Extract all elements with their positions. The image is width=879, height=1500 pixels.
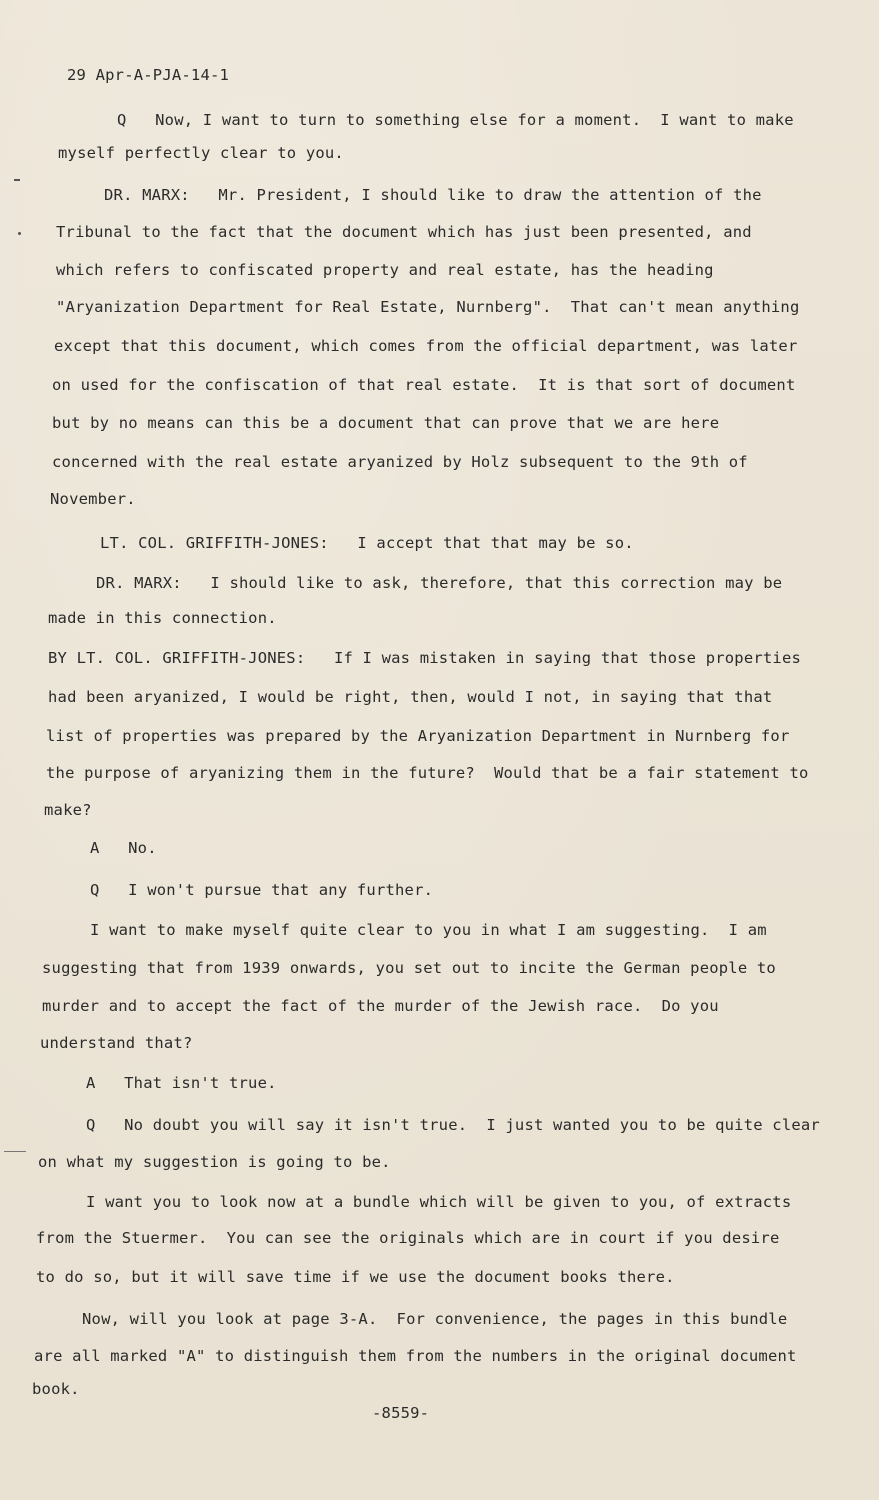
text-line: "Aryanization Department for Real Estate, Nurnberg". That can't mean anything — [56, 298, 800, 316]
text-line: to do so, but it will save time if we use the document books there. — [36, 1268, 675, 1286]
margin-mark — [4, 1151, 26, 1152]
text-line: on used for the confiscation of that real estate. It is that sort of document — [52, 376, 796, 394]
text-line: understand that? — [40, 1034, 193, 1052]
text-line: Q Now, I want to turn to something else for a moment. I want to make — [117, 111, 794, 129]
text-line: made in this connection. — [48, 609, 277, 627]
text-line: I want to make myself quite clear to you in what I am suggesting. I am — [90, 921, 767, 939]
text-line: DR. MARX: I should like to ask, therefore, that this correction may be — [96, 574, 783, 592]
text-line: which refers to confiscated property and real estate, has the heading — [56, 261, 714, 279]
text-line: concerned with the real estate aryanized by Holz subsequent to the 9th of — [52, 453, 748, 471]
margin-mark — [18, 232, 21, 235]
text-line: Q No doubt you will say it isn't true. I just wanted you to be quite clear — [86, 1116, 820, 1134]
text-line: LT. COL. GRIFFITH-JONES: I accept that that may be so. — [100, 534, 634, 552]
text-line: but by no means can this be a document that can prove that we are here — [52, 414, 720, 432]
text-line: Now, will you look at page 3-A. For convenience, the pages in this bundle — [82, 1310, 788, 1328]
text-line: on what my suggestion is going to be. — [38, 1153, 391, 1171]
text-line: had been aryanized, I would be right, then, would I not, in saying that that — [48, 688, 773, 706]
text-line: murder and to accept the fact of the murder of the Jewish race. Do you — [42, 997, 719, 1015]
text-line: suggesting that from 1939 onwards, you set out to incite the German people to — [42, 959, 776, 977]
text-line: except that this document, which comes from the official department, was later — [54, 337, 798, 355]
text-line: I want you to look now at a bundle which will be given to you, of extracts — [86, 1193, 792, 1211]
page-number: -8559- — [372, 1404, 430, 1422]
text-line: A No. — [90, 839, 157, 857]
text-line: myself perfectly clear to you. — [58, 144, 344, 162]
text-line: Q I won't pursue that any further. — [90, 881, 434, 899]
text-line: list of properties was prepared by the Aryanization Department in Nurnberg for — [46, 727, 790, 745]
text-line: book. — [32, 1380, 80, 1398]
margin-mark — [14, 179, 20, 181]
text-line: November. — [50, 490, 136, 508]
text-line: make? — [44, 801, 92, 819]
text-line: Tribunal to the fact that the document which has just been presented, and — [56, 223, 752, 241]
text-line: are all marked "A" to distinguish them from the numbers in the original document — [34, 1347, 797, 1365]
text-line: A That isn't true. — [86, 1074, 277, 1092]
text-line: the purpose of aryanizing them in the future? Would that be a fair statement to — [46, 764, 809, 782]
page-header: 29 Apr-A-PJA-14-1 — [67, 66, 230, 84]
text-line: BY LT. COL. GRIFFITH-JONES: If I was mistaken in saying that those properties — [48, 649, 802, 667]
text-line: from the Stuermer. You can see the originals which are in court if you desire — [36, 1229, 780, 1247]
text-line: DR. MARX: Mr. President, I should like to draw the attention of the — [104, 186, 762, 204]
